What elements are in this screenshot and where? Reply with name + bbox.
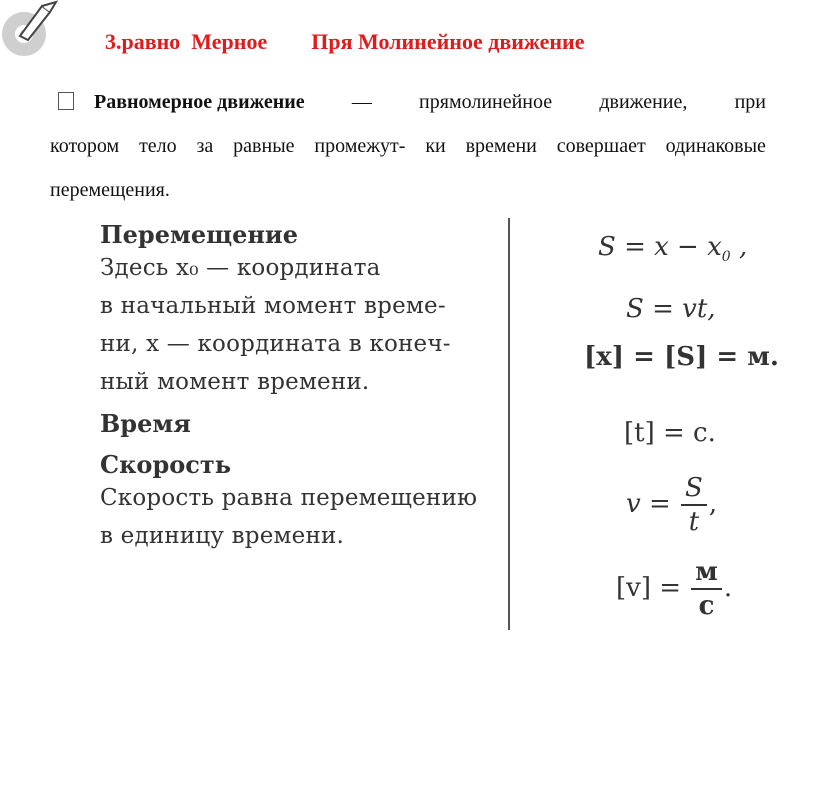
definition-word: одинаковые xyxy=(665,135,766,157)
displacement-heading: Перемещение xyxy=(100,220,298,249)
definition-paragraph xyxy=(50,80,766,212)
time-heading: Время xyxy=(100,409,191,438)
definition-line-3 xyxy=(50,168,766,212)
displacement-line: в начальный момент време- xyxy=(100,293,446,319)
definition-line-2 xyxy=(50,124,766,168)
compass-pen-logo xyxy=(0,0,62,62)
definition-word: времени xyxy=(465,135,537,157)
bullet-icon xyxy=(58,92,74,110)
definition-word: движение, xyxy=(599,91,688,113)
definition-word: равные xyxy=(233,135,295,157)
compass-pen-icon xyxy=(0,0,62,62)
definition-word: при xyxy=(734,91,766,113)
unit-denominator: с xyxy=(698,591,715,621)
definition-word: перемещения. xyxy=(50,179,170,201)
speed-numerator: S xyxy=(681,472,707,506)
formula-speed: v = $\frac{S}{t}$ , xyxy=(626,473,718,537)
speed-denominator: t xyxy=(688,507,700,537)
displacement-line: Здесь x₀ — координата xyxy=(100,255,381,281)
definition-word: совершает xyxy=(556,135,646,157)
definitions-column xyxy=(100,220,490,555)
definition-word: ки xyxy=(425,135,446,157)
speed-line: Скорость равна перемещению xyxy=(100,485,478,511)
formula-time-unit: [t] = с. xyxy=(624,418,716,448)
page-title xyxy=(94,3,584,55)
formula-distance: S = vt, xyxy=(626,294,716,324)
title-part1: 3.равно Мерное xyxy=(105,29,268,54)
title-part2: Пря Молинейное движение xyxy=(311,29,585,54)
displacement-line: ни, x — координата в конеч- xyxy=(100,331,451,357)
definition-word: прямолинейное xyxy=(419,91,553,113)
definition-word: тело xyxy=(139,135,177,157)
speed-line: в единицу времени. xyxy=(100,523,345,549)
definition-word: котором xyxy=(50,135,120,157)
formula-displacement-unit: [x] = [S] = м. xyxy=(584,342,779,372)
unit-numerator: м xyxy=(691,556,722,590)
definition-word: промежут- xyxy=(314,135,406,157)
definition-word: за xyxy=(196,135,214,157)
definition-line-1 xyxy=(50,80,766,124)
definition-term: Равномерное движение xyxy=(94,91,305,113)
displacement-line: ный момент времени. xyxy=(100,369,370,395)
column-divider xyxy=(508,218,510,630)
speed-heading: Скорость xyxy=(100,450,232,479)
formula-speed-unit: [v] = $\frac{м}{с}$ . xyxy=(616,557,733,621)
definition-dash: — xyxy=(351,91,372,113)
formula-displacement: $S = x - x_0$ , xyxy=(598,232,748,265)
